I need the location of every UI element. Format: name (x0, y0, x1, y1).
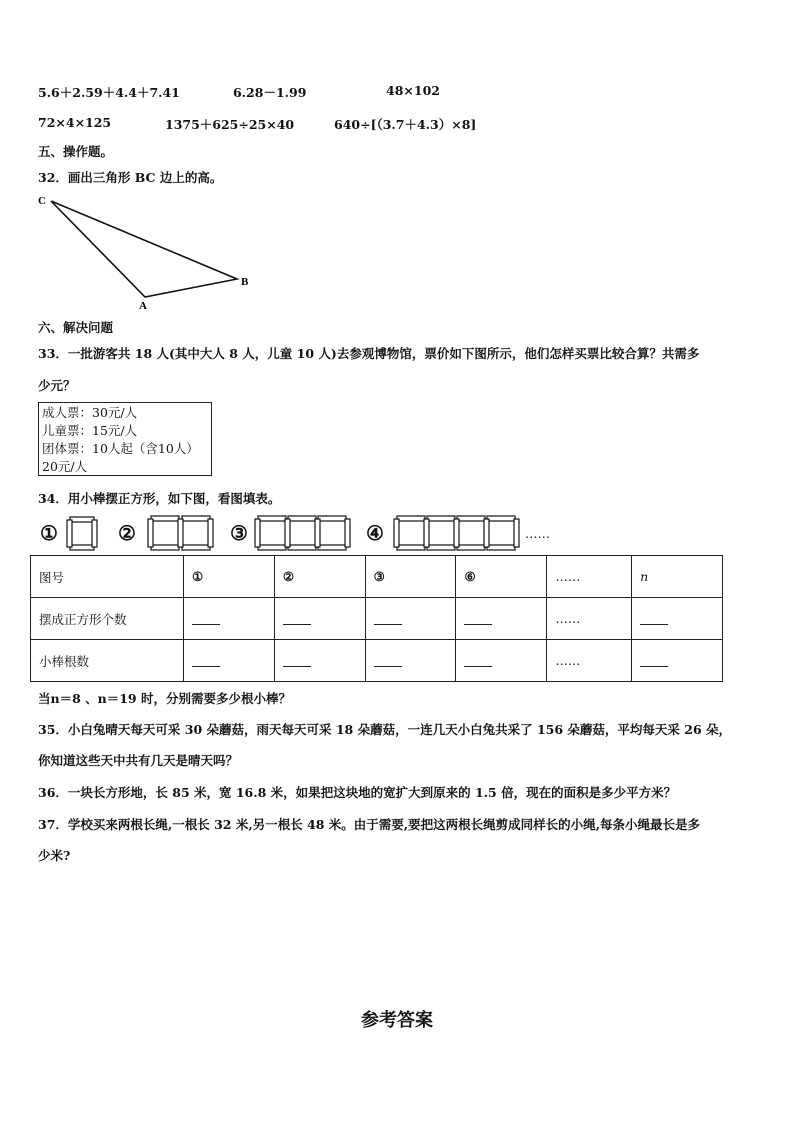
table-cell (274, 640, 365, 682)
answer-blank[interactable] (283, 614, 311, 625)
table-row (31, 640, 723, 682)
table-cell (632, 598, 723, 640)
fill-in-table (30, 555, 723, 682)
question-34-followup: 当n＝8 、n＝19 时，分别需要多少根小棒？ (38, 691, 291, 706)
calc-1: 5.6＋2.59＋4.4＋7.41 (38, 85, 180, 100)
table-header-cell: 小棒根数 (31, 640, 184, 682)
section-5-heading: 五、操作题。 (38, 144, 114, 159)
group-ticket-price: 20元/人 (42, 459, 88, 474)
question-32: 32．画出三角形 BC 边上的高。 (38, 170, 223, 185)
question-33-line2: 少元？ (38, 378, 76, 393)
table-cell (365, 640, 456, 682)
question-36: 36．一块长方形地，长 85 米，宽 16.8 米，如果把这块地的宽扩大到原来的 1.5 倍，现在的面积是多少平方米？ (38, 785, 677, 800)
answer-blank[interactable] (640, 614, 668, 625)
section-6-heading: 六、解决问题 (38, 320, 114, 335)
table-cell: ③ (365, 556, 456, 598)
vertex-c-label: C (38, 195, 46, 207)
answer-section-title: 参考答案 (361, 1010, 433, 1031)
calc-3: 48×102 (386, 83, 440, 98)
answer-blank[interactable] (374, 656, 402, 667)
table-cell: …… (547, 640, 632, 682)
table-header-cell: 图号 (31, 556, 184, 598)
adult-ticket-price: 成人票：30元/人 (42, 405, 138, 420)
answer-blank[interactable] (464, 656, 492, 667)
calc-4: 72×4×125 (38, 115, 112, 130)
table-cell (184, 598, 275, 640)
figures-ellipsis: …… (525, 526, 550, 541)
question-33-line1: 33．一批游客共 18 人(其中大人 8 人，儿童 10 人)去参观博物馆，票价如下图所示，他们怎样买票比较合算？共需多 (38, 346, 700, 361)
table-cell: ① (184, 556, 275, 598)
figure-2-squares (145, 513, 217, 553)
figure-3-squares (252, 513, 354, 553)
table-cell (632, 640, 723, 682)
answer-blank[interactable] (374, 614, 402, 625)
figure-1-number: ① (40, 521, 58, 545)
figure-4-squares (391, 513, 523, 553)
triangle-abc (51, 201, 237, 297)
table-cell (184, 640, 275, 682)
figure-1-squares (64, 514, 100, 552)
figure-2-number: ② (118, 521, 136, 545)
question-37-line2: 少米? (38, 848, 71, 863)
question-34: 34．用小棒摆正方形，如下图，看图填表。 (38, 491, 281, 506)
table-header-cell: 摆成正方形个数 (31, 598, 184, 640)
vertex-b-label: B (241, 276, 249, 288)
figure-4-number: ④ (366, 521, 384, 545)
question-37-line1: 37．学校买来两根长绳,一根长 32 米,另一根长 48 米。由于需要,要把这两根长绳剪成同样长的小绳,每条小绳最长是多 (38, 817, 701, 832)
table-cell (365, 598, 456, 640)
calc-2: 6.28－1.99 (233, 85, 307, 100)
question-35-line1: 35．小白兔晴天每天可采 30 朵蘑菇，雨天每天可采 18 朵蘑菇，一连几天小白兔共采了 156 朵蘑菇，平均每天采 26 朵， (38, 722, 731, 737)
calc-5: 1375＋625÷25×40 (165, 117, 295, 132)
table-cell (456, 598, 547, 640)
answer-blank[interactable] (283, 656, 311, 667)
table-cell: n (632, 556, 723, 598)
answer-blank[interactable] (464, 614, 492, 625)
table-cell (274, 598, 365, 640)
answer-blank[interactable] (192, 614, 220, 625)
answer-blank[interactable] (640, 656, 668, 667)
table-cell: …… (547, 598, 632, 640)
vertex-a-label: A (139, 300, 147, 312)
table-cell: ⑥ (456, 556, 547, 598)
answer-blank[interactable] (192, 656, 220, 667)
table-row (31, 598, 723, 640)
table-cell: ② (274, 556, 365, 598)
question-35-line2: 你知道这些天中共有几天是晴天吗？ (38, 753, 239, 768)
table-row (31, 556, 723, 598)
figure-3-number: ③ (230, 521, 248, 545)
table-cell: …… (547, 556, 632, 598)
calc-6: 640÷[（3.7＋4.3）×8] (334, 117, 477, 132)
child-ticket-price: 儿童票：15元/人 (42, 423, 138, 438)
group-ticket-rule: 团体票：10人起（含10人） (42, 441, 199, 456)
triangle-figure (30, 190, 270, 315)
table-cell (456, 640, 547, 682)
ticket-price-box (38, 402, 212, 476)
